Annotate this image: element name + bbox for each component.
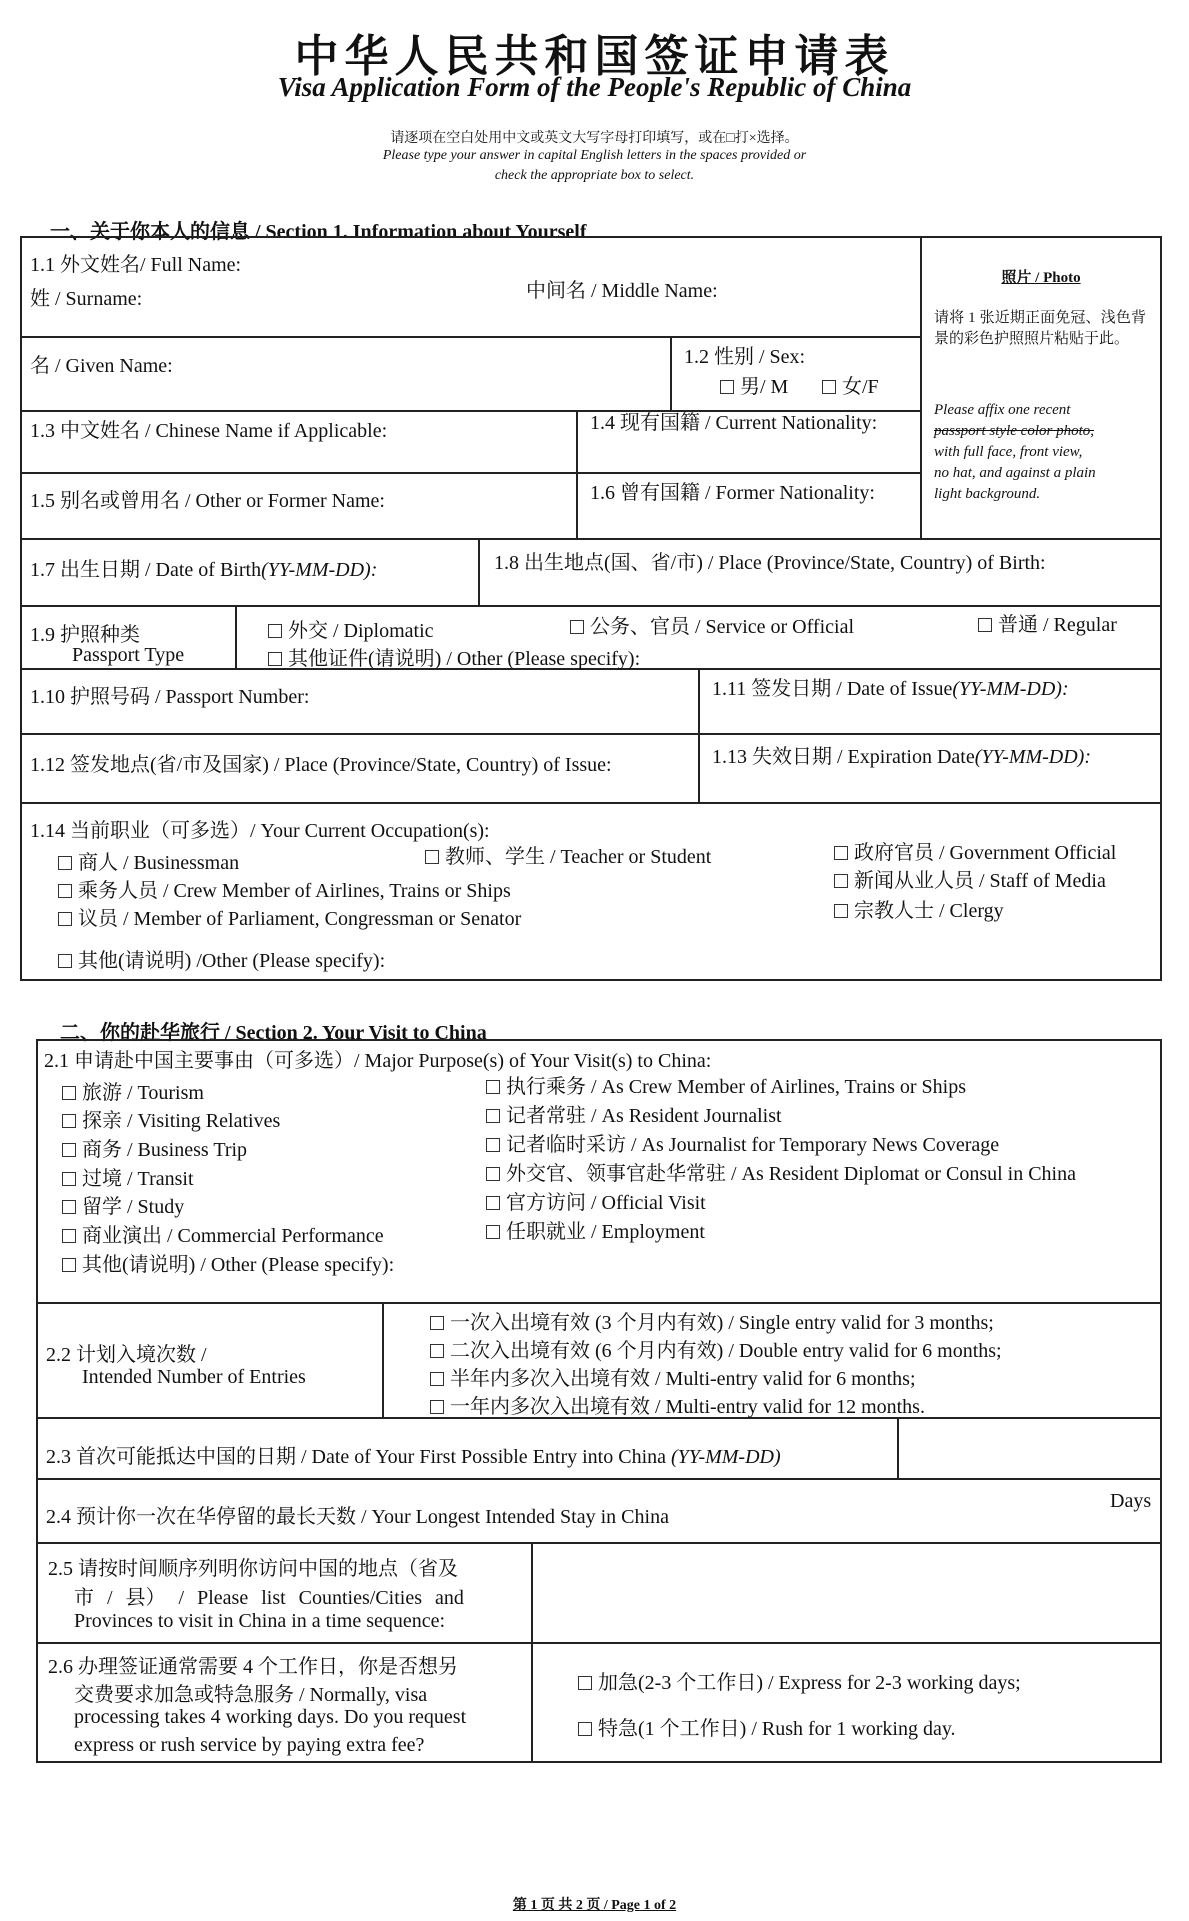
female-checkbox[interactable] — [822, 380, 836, 394]
form-title-cn: 中华人民共和国签证申请表 — [294, 32, 895, 81]
issue-date-label: 1.11 签发日期 / Date of Issue(YY-MM-DD): — [712, 678, 1069, 700]
express-label-line4: express or rush service by paying extra fee? — [74, 1734, 425, 1756]
entry-double[interactable]: 二次入出境有效 (6 个月内有效) / Double entry valid for 6 months; — [430, 1334, 1002, 1363]
purpose-tourism[interactable]: 旅游 / Tourism — [62, 1076, 204, 1105]
instructions-en-line1: Please type your answer in capital English letters in the spaces provided or — [382, 148, 807, 163]
employment-checkbox[interactable] — [486, 1225, 500, 1239]
passport-diplomatic-option[interactable]: 外交 / Diplomatic — [268, 614, 434, 643]
passport-other-option[interactable]: 其他证件(请说明) / Other (Please specify): — [268, 642, 640, 671]
purpose-diplomat[interactable]: 外交官、领事官赴华常驻 / As Resident Diplomat or Consul in China — [486, 1157, 1076, 1186]
multi6-entry-checkbox[interactable] — [430, 1372, 444, 1386]
rush-option[interactable]: 特急(1 个工作日) / Rush for 1 working day. — [578, 1712, 956, 1741]
crew-purpose-checkbox[interactable] — [486, 1080, 500, 1094]
entry-multi-6[interactable]: 半年内多次入出境有效 / Multi-entry valid for 6 months; — [430, 1362, 916, 1391]
performance-checkbox[interactable] — [62, 1229, 76, 1243]
study-checkbox[interactable] — [62, 1200, 76, 1214]
crew-checkbox[interactable] — [58, 884, 72, 898]
businessman-checkbox[interactable] — [58, 856, 72, 870]
pob-label: 1.8 出生地点(国、省/市) / Place (Province/State, Country) of Birth: — [494, 552, 1046, 574]
occupation-teacher[interactable]: 教师、学生 / Teacher or Student — [425, 840, 711, 869]
relatives-checkbox[interactable] — [62, 1114, 76, 1128]
purpose-employment[interactable]: 任职就业 / Employment — [486, 1215, 705, 1244]
cities-label-line3: Provinces to visit in China in a time sequence: — [74, 1610, 446, 1632]
service-checkbox[interactable] — [570, 620, 584, 634]
entries-label-cn: 2.2 计划入境次数 / — [46, 1344, 207, 1366]
rush-checkbox[interactable] — [578, 1722, 592, 1736]
occupation-other-checkbox[interactable] — [58, 954, 72, 968]
double-entry-checkbox[interactable] — [430, 1344, 444, 1358]
purpose-temp-news[interactable]: 记者临时采访 / As Journalist for Temporary News Coverage — [486, 1128, 999, 1157]
government-checkbox[interactable] — [834, 846, 848, 860]
occupation-parliament[interactable]: 议员 / Member of Parliament, Congressman or Senator — [58, 902, 521, 931]
purpose-study[interactable]: 留学 / Study — [62, 1190, 184, 1219]
official-checkbox[interactable] — [486, 1196, 500, 1210]
tourism-checkbox[interactable] — [62, 1086, 76, 1100]
expiration-date-label: 1.13 失效日期 / Expiration Date(YY-MM-DD): — [712, 746, 1092, 768]
regular-checkbox[interactable] — [978, 618, 992, 632]
purpose-business[interactable]: 商务 / Business Trip — [62, 1133, 247, 1162]
occupation-label: 1.14 当前职业（可多选）/ Your Current Occupation(s): — [30, 820, 490, 842]
longest-stay-field[interactable] — [800, 1480, 1100, 1540]
express-label-line1: 2.6 办理签证通常需要 4 个工作日，你是否想另 — [48, 1656, 458, 1678]
former-nationality-label: 1.6 曾有国籍 / Former Nationality: — [590, 482, 875, 504]
temp-news-checkbox[interactable] — [486, 1138, 500, 1152]
other-name-label: 1.5 别名或曾用名 / Other or Former Name: — [30, 490, 385, 512]
transit-checkbox[interactable] — [62, 1172, 76, 1186]
parliament-checkbox[interactable] — [58, 912, 72, 926]
given-name-label: 名 / Given Name: — [30, 355, 173, 377]
sex-label: 1.2 性别 / Sex: — [684, 346, 806, 368]
section1-heading: 一、关于你本人的信息 / Section 1. Information about Yourself — [50, 221, 587, 243]
express-checkbox[interactable] — [578, 1676, 592, 1690]
middle-name-label: 中间名 / Middle Name: — [526, 280, 718, 302]
express-label-line3: processing takes 4 working days. Do you request — [74, 1706, 467, 1728]
photo-instruction-en-1: Please affix one recent — [934, 402, 1071, 418]
passport-type-label-cn: 1.9 护照种类 — [30, 624, 140, 646]
journalist-checkbox[interactable] — [486, 1109, 500, 1123]
first-entry-label: 2.3 首次可能抵达中国的日期 / Date of Your First Possible Entry into China (YY-MM-DD) — [46, 1446, 781, 1468]
business-checkbox[interactable] — [62, 1143, 76, 1157]
purpose-official[interactable]: 官方访问 / Official Visit — [486, 1186, 706, 1215]
occupation-clergy[interactable]: 宗教人士 / Clergy — [834, 894, 1004, 923]
purpose-other[interactable]: 其他(请说明) / Other (Please specify): — [62, 1248, 394, 1277]
occupation-media[interactable]: 新闻从业人员 / Staff of Media — [834, 864, 1106, 893]
longest-stay-label: 2.4 预计你一次在华停留的最长天数 / Your Longest Intended Stay in China — [46, 1506, 669, 1528]
clergy-checkbox[interactable] — [834, 904, 848, 918]
chinese-name-label: 1.3 中文姓名 / Chinese Name if Applicable: — [30, 420, 388, 442]
occupation-businessman[interactable]: 商人 / Businessman — [58, 846, 239, 875]
express-label-line2: 交费要求加急或特急服务 / Normally, visa — [74, 1684, 428, 1706]
occupation-other[interactable]: 其他(请说明) /Other (Please specify): — [58, 944, 385, 973]
photo-instruction-en-4: no hat, and against a plain — [934, 465, 1096, 481]
multi12-entry-checkbox[interactable] — [430, 1400, 444, 1414]
surname-label: 姓 / Surname: — [30, 288, 143, 310]
diplomatic-checkbox[interactable] — [268, 624, 282, 638]
purpose-label: 2.1 申请赴中国主要事由（可多选）/ Major Purpose(s) of Your Visit(s) to China: — [44, 1050, 712, 1072]
purpose-other-checkbox[interactable] — [62, 1258, 76, 1272]
cities-label-line2: 市 / 县） / Please list Counties/Cities and — [74, 1587, 464, 1609]
purpose-crew[interactable]: 执行乘务 / As Crew Member of Airlines, Trains or Ships — [486, 1070, 966, 1099]
male-checkbox[interactable] — [720, 380, 734, 394]
sex-female-option[interactable]: 女/F — [822, 370, 879, 399]
passport-regular-option[interactable]: 普通 / Regular — [978, 608, 1117, 637]
photo-instruction-en-5: light background. — [934, 486, 1041, 502]
entry-single[interactable]: 一次入出境有效 (3 个月内有效) / Single entry valid for 3 months; — [430, 1306, 994, 1335]
teacher-checkbox[interactable] — [425, 850, 439, 864]
form-title-en: Visa Application Form of the People's Republic of China — [277, 72, 912, 102]
purpose-transit[interactable]: 过境 / Transit — [62, 1162, 194, 1191]
media-checkbox[interactable] — [834, 874, 848, 888]
photo-instruction-en-2: passport style color photo, — [934, 423, 1094, 439]
purpose-performance[interactable]: 商业演出 / Commercial Performance — [62, 1219, 384, 1248]
single-entry-checkbox[interactable] — [430, 1316, 444, 1330]
cities-field[interactable] — [533, 1544, 1160, 1640]
occupation-crew[interactable]: 乘务人员 / Crew Member of Airlines, Trains or Ships — [58, 874, 511, 903]
passport-service-option[interactable]: 公务、官员 / Service or Official — [570, 610, 854, 639]
place-of-issue-label: 1.12 签发地点(省/市及国家) / Place (Province/State, Country) of Issue: — [30, 754, 612, 776]
other-passport-checkbox[interactable] — [268, 652, 282, 666]
days-unit-label: Days — [1110, 1490, 1152, 1512]
passport-type-label-en: Passport Type — [72, 644, 185, 666]
passport-number-label: 1.10 护照号码 / Passport Number: — [30, 686, 310, 708]
entry-multi-12[interactable]: 一年内多次入出境有效 / Multi-entry valid for 12 months. — [430, 1390, 925, 1419]
cities-label-line1: 2.5 请按时间顺序列明你访问中国的地点（省及 — [48, 1558, 458, 1580]
photo-instruction-cn: 请将 1 张近期正面免冠、浅色背景的彩色护照照片粘贴于此。 — [934, 310, 1146, 347]
section2-heading: 二、你的赴华旅行 / Section 2. Your Visit to China — [60, 1022, 487, 1044]
instructions-cn: 请逐项在空白处用中文或英文大写字母打印填写，或在□打×选择。 — [390, 131, 799, 146]
full-name-label: 1.1 外文姓名/ Full Name: — [30, 254, 242, 276]
current-nationality-label: 1.4 现有国籍 / Current Nationality: — [590, 412, 878, 434]
entries-label-en: Intended Number of Entries — [82, 1366, 306, 1388]
photo-title: 照片 / Photo — [1001, 270, 1081, 286]
purpose-relatives[interactable]: 探亲 / Visiting Relatives — [62, 1104, 280, 1133]
page-number: 第 1 页 共 2 页 / Page 1 of 2 — [512, 1898, 677, 1913]
photo-instruction-en-3: with full face, front view, — [934, 444, 1083, 460]
instructions-en-line2: check the appropriate box to select. — [494, 168, 695, 183]
occupation-government[interactable]: 政府官员 / Government Official — [834, 836, 1116, 865]
first-entry-field[interactable] — [899, 1419, 1160, 1476]
sex-male-option[interactable]: 男/ M — [720, 370, 788, 399]
purpose-journalist[interactable]: 记者常驻 / As Resident Journalist — [486, 1099, 782, 1128]
diplomat-checkbox[interactable] — [486, 1167, 500, 1181]
express-option[interactable]: 加急(2-3 个工作日) / Express for 2-3 working days; — [578, 1666, 1021, 1695]
dob-label: 1.7 出生日期 / Date of Birth(YY-MM-DD): — [30, 559, 378, 581]
